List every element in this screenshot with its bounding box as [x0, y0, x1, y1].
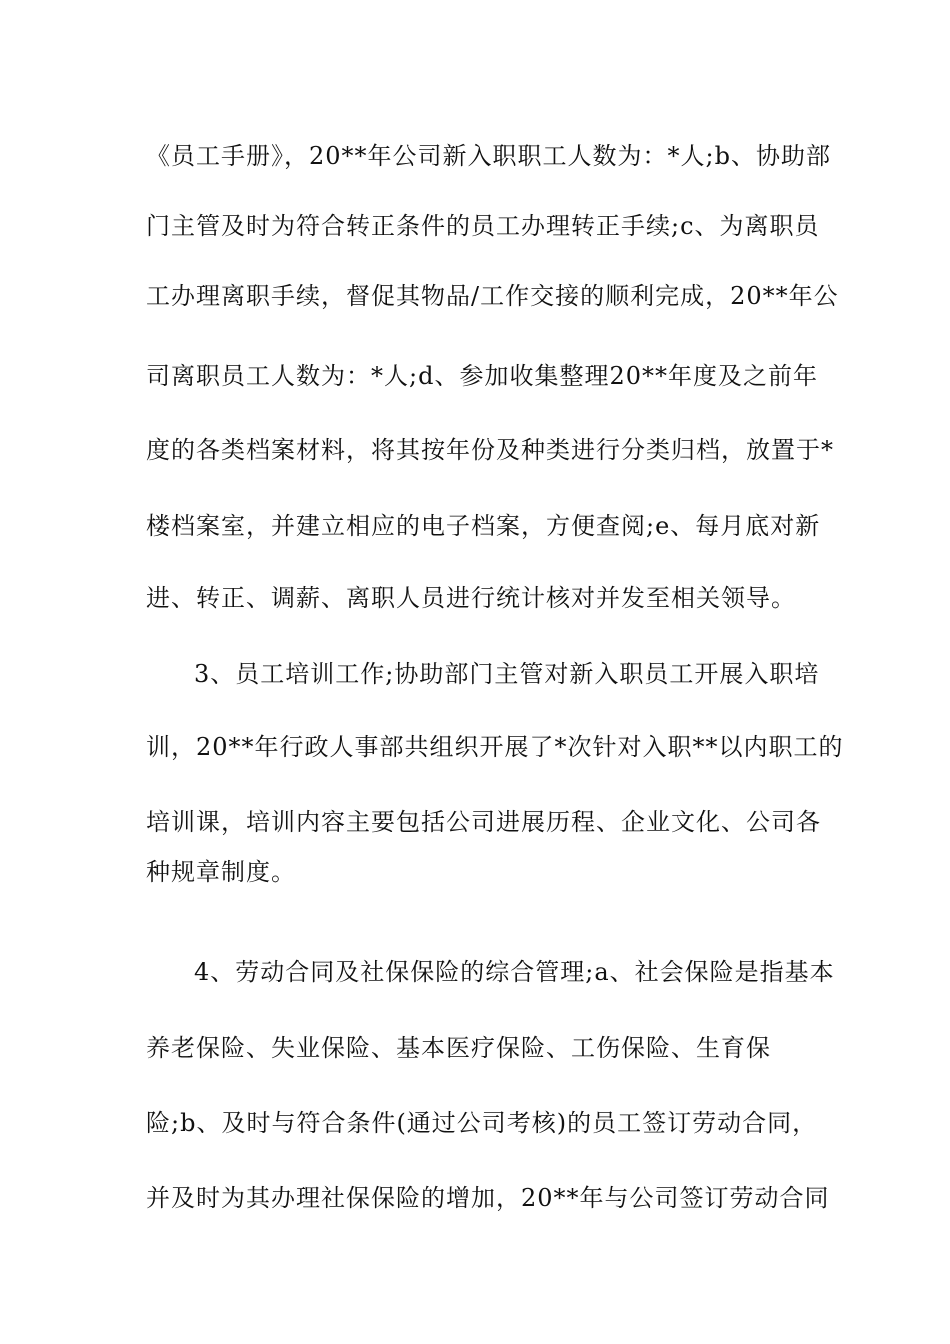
text-line-6: 楼档案室，并建立相应的电子档案，方便查阅;e、每月底对新	[146, 512, 821, 540]
paragraph-4-line-4: 并及时为其办理社保保险的增加，20**年与公司签订劳动合同	[146, 1184, 830, 1212]
text-line-2: 门主管及时为符合转正条件的员工办理转正手续;c、为离职员	[146, 212, 820, 240]
paragraph-4-line-2: 养老保险、失业保险、基本医疗保险、工伤保险、生育保	[146, 1034, 771, 1062]
paragraph-3-line-2: 训，20**年行政人事部共组织开展了*次针对入职**以内职工的	[146, 733, 844, 761]
text-line-7: 进、转正、调薪、离职人员进行统计核对并发至相关领导。	[146, 584, 796, 612]
paragraph-3-line-3: 培训课，培训内容主要包括公司进展历程、企业文化、公司各	[146, 808, 821, 836]
paragraph-3-line-4: 种规章制度。	[146, 858, 296, 886]
text-line-1: 《员工手册》，20**年公司新入职职工人数为：*人;b、协助部	[146, 142, 831, 170]
text-line-3: 工办理离职手续，督促其物品/工作交接的顺利完成，20**年公	[146, 282, 839, 310]
text-line-5: 度的各类档案材料，将其按年份及种类进行分类归档，放置于*	[146, 436, 834, 464]
paragraph-3-line-1: 3、员工培训工作;协助部门主管对新入职员工开展入职培	[194, 660, 820, 688]
paragraph-4-line-1: 4、劳动合同及社保保险的综合管理;a、社会保险是指基本	[194, 958, 835, 986]
text-line-4: 司离职员工人数为：*人;d、参加收集整理20**年度及之前年	[146, 362, 818, 390]
paragraph-4-line-3: 险;b、及时与符合条件(通过公司考核)的员工签订劳动合同，	[146, 1109, 818, 1137]
